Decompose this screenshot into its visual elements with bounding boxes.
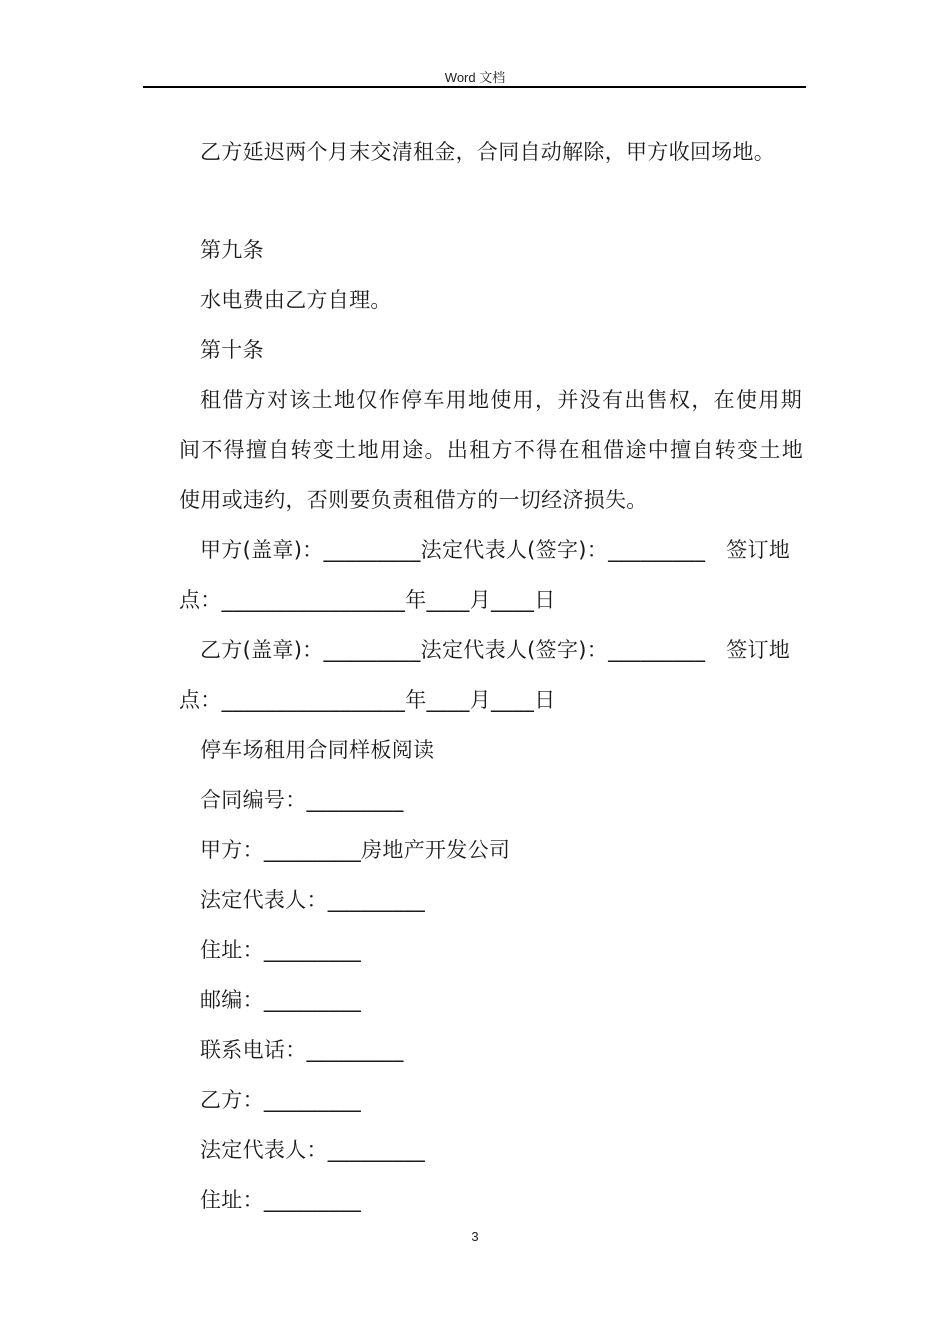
clause-9-text: 水电费由乙方自理。: [200, 288, 392, 312]
party-b-field: 乙方：_________: [200, 1088, 362, 1112]
party-a-postcode-field: 邮编：_________: [200, 988, 362, 1012]
party-b-signing-place-line: 点：_________________年____月____日: [179, 688, 556, 712]
header-title: Word 文档: [444, 70, 506, 85]
contract-number-field: 合同编号：_________: [200, 788, 404, 812]
party-a-signing-place-line: 点：_________________年____月____日: [179, 588, 556, 612]
header-divider: [143, 86, 806, 88]
clause-10-heading: 第十条: [200, 338, 264, 362]
party-a-legal-rep-field: 法定代表人：_________: [200, 888, 425, 912]
clause-9-heading: 第九条: [200, 238, 264, 262]
document-section-title: 停车场租用合同样板阅读: [200, 738, 435, 762]
party-a-field: 甲方：_________房地产开发公司: [200, 838, 511, 862]
clause-10-text-line-1: 租借方对该土地仅作停车用地使用，并没有出售权，在使用期: [200, 388, 802, 412]
party-a-signature-line: 甲方(盖章)：_________法定代表人(签字)：_________ 签订地: [200, 538, 791, 562]
party-b-address-field: 住址：_________: [200, 1188, 362, 1212]
party-a-address-field: 住址：_________: [200, 938, 362, 962]
clause-10-text-line-3: 使用或违约，否则要负责租借方的一切经济损失。: [179, 488, 648, 512]
page-number: 3: [471, 1229, 479, 1244]
clause-10-text-line-2: 间不得擅自转变土地用途。出租方不得在租借途中擅自转变土地: [179, 438, 803, 462]
party-b-signature-line: 乙方(盖章)：_________法定代表人(签字)：_________ 签订地: [200, 638, 791, 662]
party-b-legal-rep-field: 法定代表人：_________: [200, 1138, 425, 1162]
clause-8-text: 乙方延迟两个月末交清租金，合同自动解除，甲方收回场地。: [200, 140, 776, 164]
party-a-phone-field: 联系电话：_________: [200, 1038, 404, 1062]
